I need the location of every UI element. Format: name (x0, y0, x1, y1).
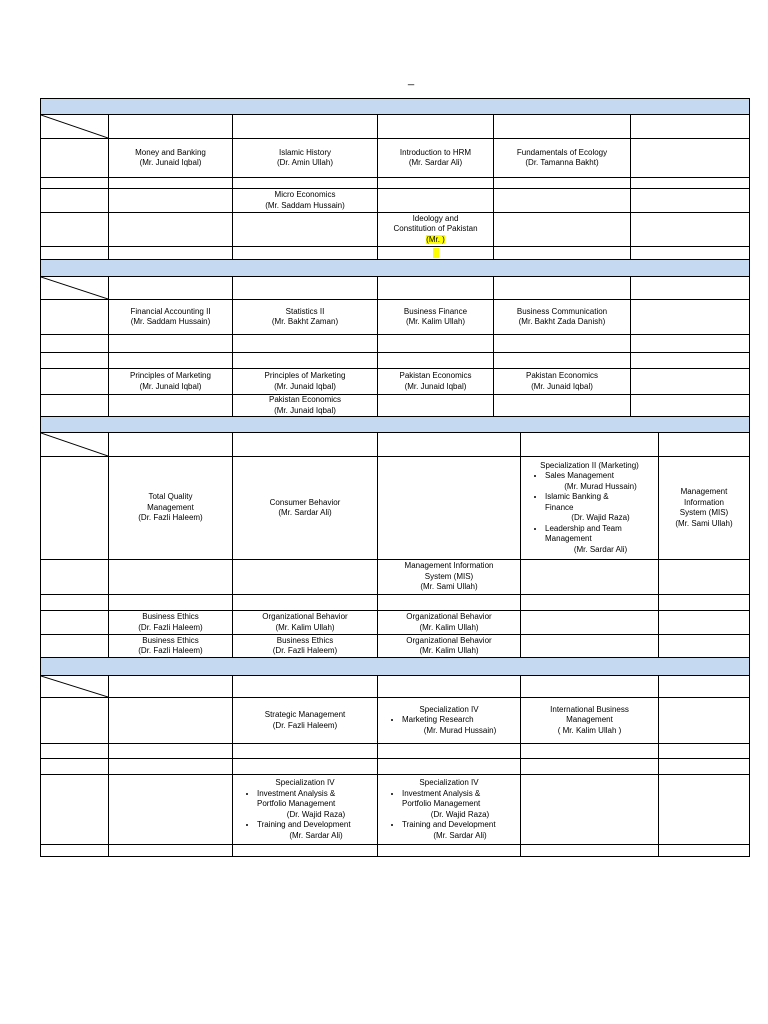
section-3-row-4 (41, 611, 750, 635)
diagonal-line (41, 676, 108, 697)
specialization-cell: Specialization IV • Marketing Research (Mr. Murad Hussain) (378, 698, 521, 744)
class-cell: Organizational Behavior (Mr. Kalim Ullah) (378, 635, 521, 658)
class-cell: Business Finance (Mr. Kalim Ullah) (378, 300, 494, 335)
corner-cell (41, 277, 109, 300)
section-2-row-1 (41, 300, 750, 335)
specialization-cell: Specialization II (Marketing) • Sales Management (Mr. Murad Hussain) • Islamic Banking & Finance (Dr. Wajid Raza) • Leadership and Team Management (Mr. Sardar Ali) (521, 457, 659, 560)
class-cell: Introduction to HRM (Mr. Sardar Ali) (378, 139, 494, 178)
class-cell: Strategic Management (Dr. Fazli Haleem) (233, 698, 378, 744)
specialization-list (380, 789, 518, 842)
class-cell: Total Quality Management (Dr. Fazli Haleem) (109, 457, 233, 560)
class-cell: Islamic History (Dr. Amin Ullah) (233, 139, 378, 178)
section-2-row-4 (41, 369, 750, 395)
class-cell: Financial Accounting II (Mr. Saddam Hussain) (109, 300, 233, 335)
section-3-row-5 (41, 635, 750, 658)
corner-cell (41, 433, 109, 457)
list-item: • Islamic Banking & Finance (Dr. Wajid Raza) (545, 492, 656, 524)
corner-cell (41, 115, 109, 139)
list-item: • Sales Management (Mr. Murad Hussain) (545, 471, 656, 492)
section-3-header-row (41, 433, 750, 457)
specialization-list (235, 789, 375, 842)
section-1-header-row (41, 115, 750, 139)
class-cell: Business Ethics (Dr. Fazli Haleem) (233, 635, 378, 658)
class-cell: Pakistan Economics (Mr. Junaid Iqbal) (378, 369, 494, 395)
section-4-row-1 (41, 698, 750, 744)
corner-cell (41, 676, 109, 698)
class-cell: Principles of Marketing (Mr. Junaid Iqbal) (109, 369, 233, 395)
header-mark: _ (408, 74, 415, 86)
class-cell: Business Communication (Mr. Bakht Zada Danish) (494, 300, 631, 335)
class-cell: Statistics II (Mr. Bakht Zaman) (233, 300, 378, 335)
class-cell: Ideology and Constitution of Pakistan (Mr. ) (378, 213, 494, 247)
diagonal-line (41, 115, 108, 138)
section-4-row-4 (41, 775, 750, 845)
list-item: • Training and Development (Mr. Sardar Ali) (257, 820, 375, 841)
class-cell: International Business Management ( Mr. Kalim Ullah ) (521, 698, 659, 744)
timetable (40, 98, 750, 857)
list-item: • Investment Analysis & Portfolio Management (Dr. Wajid Raza) (402, 789, 518, 821)
specialization-cell: Specialization IV • Investment Analysis & Portfolio Management (Dr. Wajid Raza) • Training and Development (Mr. Sardar Ali) (378, 775, 521, 845)
highlight-mark (433, 248, 439, 258)
section-3-row-1 (41, 457, 750, 560)
class-cell: Micro Economics (Mr. Saddam Hussain) (233, 189, 378, 213)
class-cell: Business Ethics (Dr. Fazli Haleem) (109, 611, 233, 635)
class-cell: Organizational Behavior (Mr. Kalim Ullah) (233, 611, 378, 635)
list-item: • Leadership and Team Management (Mr. Sardar Ali) (545, 524, 656, 556)
specialization-list (523, 471, 656, 555)
diagonal-line (41, 277, 108, 299)
section-1-row-3 (41, 189, 750, 213)
section-2-band (41, 260, 750, 277)
class-cell: Pakistan Economics (Mr. Junaid Iqbal) (233, 395, 378, 417)
section-2-header-row (41, 277, 750, 300)
specialization-list (380, 715, 518, 736)
class-cell: Money and Banking (Mr. Junaid Iqbal) (109, 139, 233, 178)
list-item: • Investment Analysis & Portfolio Management (Dr. Wajid Raza) (257, 789, 375, 821)
list-item: • Training and Development (Mr. Sardar Ali) (402, 820, 518, 841)
class-cell: Pakistan Economics (Mr. Junaid Iqbal) (494, 369, 631, 395)
class-cell: Business Ethics (Dr. Fazli Haleem) (109, 635, 233, 658)
section-3-band (41, 417, 750, 433)
section-1-row-4 (41, 213, 750, 247)
class-cell: Organizational Behavior (Mr. Kalim Ullah) (378, 611, 521, 635)
class-cell: Fundamentals of Ecology (Dr. Tamanna Bakht) (494, 139, 631, 178)
section-2-row-5 (41, 395, 750, 417)
section-3-row-2 (41, 560, 750, 595)
section-4-band (41, 658, 750, 676)
class-cell: Management Information System (MIS) (Mr. Sami Ullah) (659, 457, 750, 560)
section-1-row-1 (41, 139, 750, 178)
class-cell: Consumer Behavior (Mr. Sardar Ali) (233, 457, 378, 560)
specialization-cell: Specialization IV • Investment Analysis & Portfolio Management (Dr. Wajid Raza) • Training and Development (Mr. Sardar Ali) (233, 775, 378, 845)
class-cell: Management Information System (MIS) (Mr. Sami Ullah) (378, 560, 521, 595)
section-4-header-row (41, 676, 750, 698)
class-cell: Principles of Marketing (Mr. Junaid Iqbal) (233, 369, 378, 395)
diagonal-line (41, 433, 108, 456)
list-item: • Marketing Research (Mr. Murad Hussain) (402, 715, 518, 736)
section-1-band (41, 99, 750, 115)
